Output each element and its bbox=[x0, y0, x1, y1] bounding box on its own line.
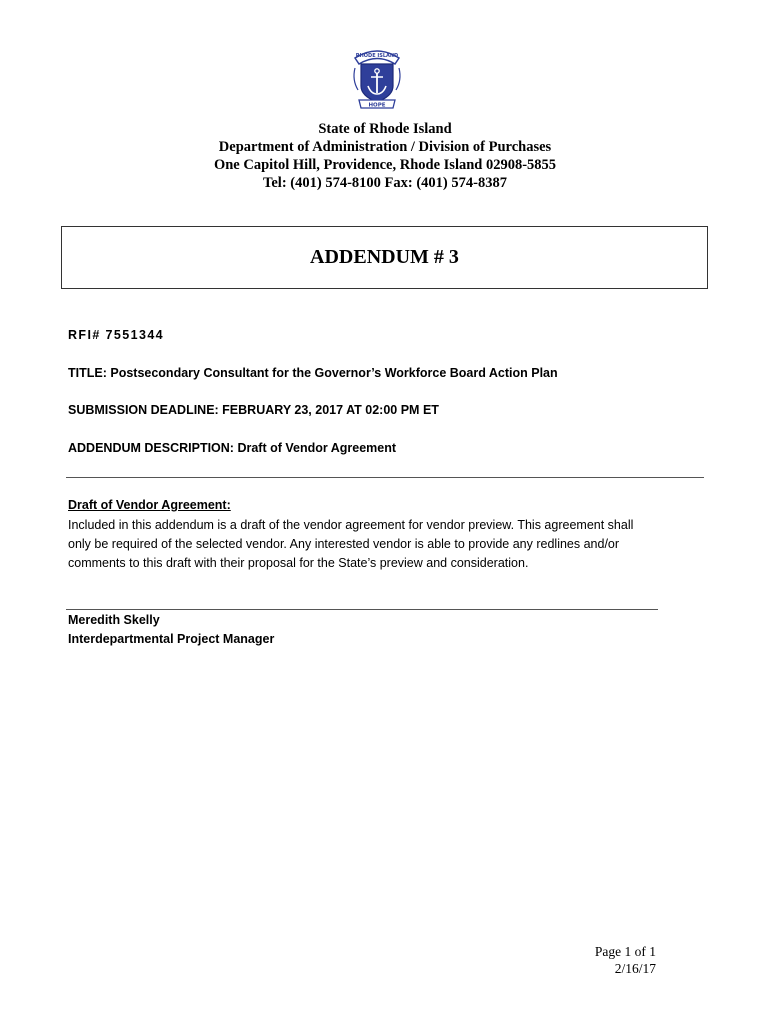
rhode-island-seal-logo bbox=[349, 44, 405, 110]
page-footer bbox=[595, 943, 656, 977]
letterhead-phone-fax: Tel: (401) 574-8100 Fax: (401) 574-8387 bbox=[263, 175, 507, 191]
footer-date: 2/16/17 bbox=[614, 961, 656, 976]
addendum-title-box bbox=[61, 226, 708, 289]
section-heading: Draft of Vendor Agreement: bbox=[68, 498, 231, 512]
rfi-title: TITLE: Postsecondary Consultant for the Governor’s Workforce Board Action Plan bbox=[68, 366, 558, 380]
signature-divider bbox=[66, 609, 658, 610]
submission-deadline: SUBMISSION DEADLINE: FEBRUARY 23, 2017 AT 02:00 PM ET bbox=[68, 403, 439, 417]
letterhead bbox=[0, 120, 770, 192]
svg-text:HOPE: HOPE bbox=[368, 102, 386, 109]
page-number: Page 1 of 1 bbox=[594, 944, 656, 959]
signer-name: Meredith Skelly bbox=[68, 613, 160, 627]
rfi-number: RFI# 7551344 bbox=[68, 328, 165, 342]
addendum-title: ADDENDUM # 3 bbox=[310, 246, 459, 268]
addendum-description: ADDENDUM DESCRIPTION: Draft of Vendor Agreement bbox=[68, 441, 397, 455]
letterhead-address: One Capitol Hill, Providence, Rhode Island 02908-5855 bbox=[213, 157, 557, 173]
svg-text:RHODE ISLAND: RHODE ISLAND bbox=[355, 53, 399, 59]
letterhead-state: State of Rhode Island bbox=[318, 121, 452, 137]
divider bbox=[66, 477, 704, 478]
section-body: Included in this addendum is a draft of the vendor agreement for vendor preview. This agreement shall only be required of the selected vendor. Any interested vendor is able to provide any redlines and/or comments to this draft with their proposal for the State’s preview and consideration. bbox=[68, 518, 634, 570]
signer-role: Interdepartmental Project Manager bbox=[68, 632, 275, 646]
letterhead-department: Department of Administration / Division of Purchases bbox=[218, 139, 552, 155]
